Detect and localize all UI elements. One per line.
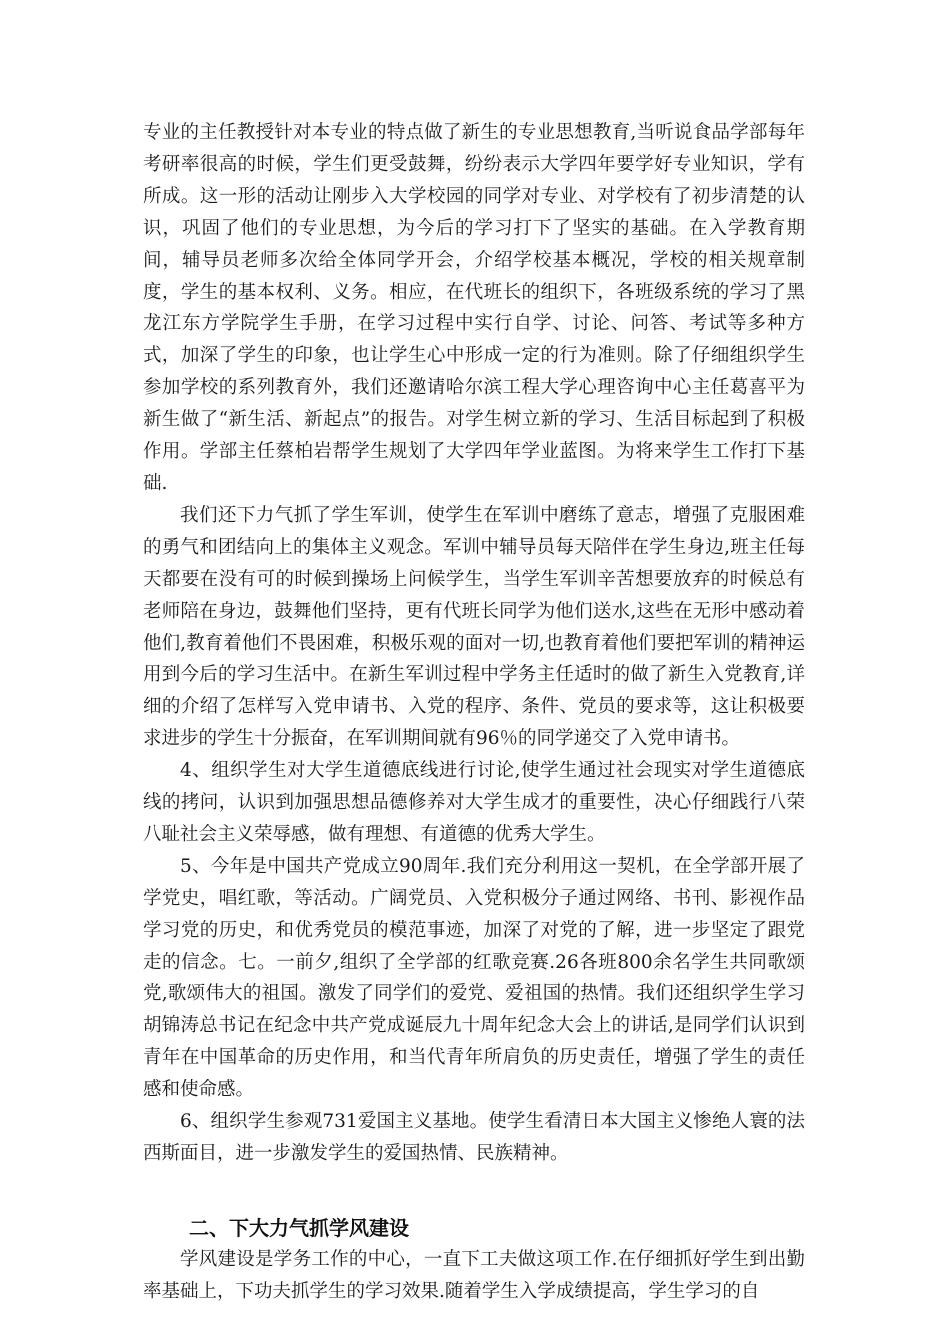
paragraph-item-4: 4、组织学生对大学生道德底线进行讨论,使学生通过社会现实对学生道德底线的拷问，认识到加强思想品德修养对大学生成才的重要性，决心仔细践行八荣八耻社会主义荣辱感，做有理想、有道德的优秀大学生。 — [143, 760, 805, 845]
section-heading: 二、下大力气抓学风建设 — [189, 1215, 409, 1240]
paragraph-orientation: 专业的主任教授针对本专业的特点做了新生的专业思想教育,当听说食品学部每年考研率很高的时候，学生们更受鼓舞，纷纷表示大学四年要学好专业知识，学有所成。这一形的活动让刚步入大学校园的同学对专业、对学校有了初步清楚的认识，巩固了他们的专业思想，为今后的学习打下了坚实的基础。在入学教育期间，辅导员老师多次给全体同学开会，介绍学校基本概况，学校的相关规章制度，学生的基本权利、义务。相应，在代班长的组织下，各班级系统的学习了黑龙江东方学院学生手册，在学习过程中实行自学、讨论、问答、考试等多种方式，加深了学生的印象，也让学生心中形成一定的行为准则。除了仔细组织学生参加学校的系列教育外，我们还邀请哈尔滨工程大学心理咨询中心主任葛喜平为新生做了“新生活、新起点”的报告。对学生树立新的学习、生活目标起到了积极作用。学部主任蔡柏岩帮学生规划了大学四年学业蓝图。为将来学生工作打下基础. — [143, 122, 805, 494]
paragraph-study-style: 学风建设是学务工作的中心，一直下工夫做这项工作.在仔细抓好学生到出勤率基础上，下功夫抓学生的学习效果.随着学生入学成绩提高，学生学习的自 — [143, 1248, 805, 1302]
paragraph-military-training: 我们还下力气抓了学生军训，使学生在军训中磨练了意志，增强了克服困难的勇气和团结向上的集体主义观念。军训中辅导员每天陪伴在学生身边,班主任每天都要在没有可的时候到操场上问候学生，当学生军训辛苦想要放弃的时候总有老师陪在身边，鼓舞他们坚持，更有代班长同学为他们送水,这些在无形中感动着他们,教育着他们不畏困难，积极乐观的面对一切,也教育着他们要把军训的精神运用到今后的学习生活中。在新生军训过程中学务主任适时的做了新生入党教育,详细的介绍了怎样写入党申请书、入党的程序、条件、党员的要求等，这让积极要求进步的学生十分振奋，在军训期间就有96％的同学递交了入党申请书。 — [143, 504, 805, 750]
document-body — [143, 117, 805, 1308]
paragraph-item-5: 5、今年是中国共产党成立90周年.我们充分利用这一契机，在全学部开展了学党史，唱红歌，等活动。广阔党员、入党积极分子通过网络、书刊、影视作品学习党的历史，和优秀党员的模范事迹，加深了对党的了解，进一步坚定了跟党走的信念。七。一前夕,组织了全学部的红歌竞赛.26各班800余名学生共同歌颂党,歌颂伟大的祖国。激发了同学们的爱党、爱祖国的热情。我们还组织学生学习胡锦涛总书记在纪念中共产党成诞辰九十周年纪念大会上的讲话,是同学们认识到青年在中国革命的历史作用，和当代青年所肩负的历史责任，增强了学生的责任感和使命感。 — [143, 855, 805, 1101]
paragraph-item-6: 6、组织学生参观731爱国主义基地。使学生看清日本大国主义惨绝人寰的法西斯面目，进一步激发学生的爱国热情、民族精神。 — [143, 1111, 805, 1164]
